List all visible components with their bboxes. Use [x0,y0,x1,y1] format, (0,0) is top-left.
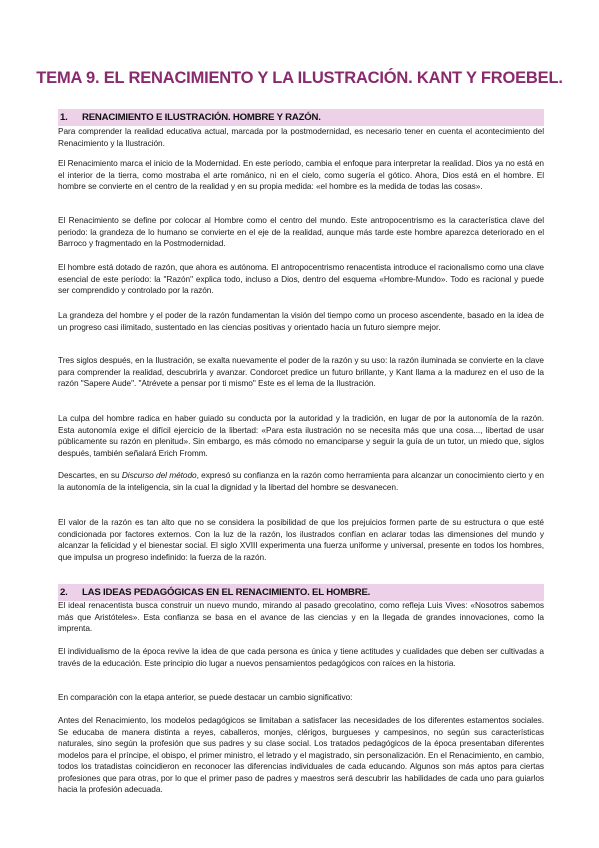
paragraph: El hombre está dotado de razón, que ahora es autónoma. El antropocentrismo renacentista introduce el racionalismo como una clave esencial de este período: la "Razón" explica todo, incluso a Dios, dentro del esquema «Hombre-Mundo». Todo es racional y puede ser comprendido y controlado por la razón. [58,262,544,295]
paragraph: Tres siglos después, en la Ilustración, se exalta nuevamente el poder de la razón y su uso: la razón iluminada se convierte en la clave para comprender la realidad, descubrirla y avanzar. Condorcet predice un futuro brillante, y Kant llama a la madurez en el uso de la razón "Sapere Aude". "Atrévete a pensar por ti mismo" Este es el lema de la Ilustración. [58,355,544,388]
descartes-text-after: , expresó su confianza en la razón como herramienta para alcanzar un conocimiento cierto y en la autonomía de la inteligencia, sin la cual la dignidad y la libertad del hombre se desvanecen. [58,470,544,492]
paragraph: Antes del Renacimiento, los modelos pedagógicos se limitaban a satisfacer las necesidades de los diferentes estamentos sociales. Se educaba de manera distinta a reyes, caballeros, monjes, clérigos, burgueses y campesinos, no según sus características naturales, sino según la profesión que sus padres y su clase social. Los tratados pedagógicos de la época presentaban diferentes modelos para el príncipe, el obispo, el primer ministro, el letrado y el magistrado, sin personalización. En el Renacimiento, en cambio, todos los tratadistas coincidieron en reconocer las diferencias individuales de cada educando. Algunos son más aptos para ciertas profesiones que para otras, por lo que el primer paso de padres y maestros será descubrir las habilidades de cada uno para guiarlos hacia la profesión adecuada. [58,715,544,794]
paragraph: El Renacimiento marca el inicio de la Modernidad. En este período, cambia el enfoque para interpretar la realidad. Dios ya no está en el interior de la tierra, como mostraba el arte románico, ni en el cielo, como sugería el gótico. Ahora, Dios está en el hombre. El hombre se convierte en el centro de la realidad y en su propia medida: «el hombre es la medida de todas las cosas». [58,158,544,191]
section-2-number: 2. [60,587,68,598]
paragraph: El ideal renacentista busca construir un nuevo mundo, mirando al pasado grecolatino, como refleja Luis Vives: «Nosotros sabemos más que Aristóteles». Esta confianza se basa en el avance de las ciencias y en la llegada de grandes innovaciones, como la imprenta. [58,600,544,633]
paragraph: La culpa del hombre radica en haber guiado su conducta por la autoridad y la tradición, en lugar de por la autonomía de la razón. Esta autonomía exige el difícil ejercicio de la libertad: «Para esta ilustración no se necesita más que una cosa..., libertad de usar públicamente su razón en plenitud». Sin embargo, es más cómodo no emanciparse y seguir la guía de un tutor, un miedo que, siglos después, también señalará Erich Fromm. [58,413,544,458]
descartes-text-before: Descartes, en su [58,470,122,480]
paragraph: El Renacimiento se define por colocar al Hombre como el centro del mundo. Este antropocentrismo es la característica clave del periodo: la grandeza de lo humano se convierte en el eje de la realidad, aunque más tarde este hombre aparezca deteriorado en el Barroco y fragmentado en la Postmodernidad. [58,215,544,248]
section-1-heading [58,109,544,126]
section-1-number: 1. [60,112,68,123]
paragraph: La grandeza del hombre y el poder de la razón fundamentan la visión del tiempo como un proceso ascendente, basado en la idea de un progreso casi ilimitado, sustentado en las ciencias positivas y orientado hacia un futuro siempre mejor. [58,310,544,332]
section-2-heading [58,584,544,601]
paragraph: Para comprender la realidad educativa actual, marcada por la postmodernidad, es necesario tener en cuenta el acontecimiento del Renacimiento y la Ilustración. [58,126,544,148]
paragraph: El individualismo de la época revive la idea de que cada persona es única y tiene actitudes y cualidades que deben ser cultivadas a través de la educación. Este principio dio lugar a nuevos pensamientos pedagógicos con raíces en la historia. [58,646,544,668]
section-1-heading-text: RENACIMIENTO E ILUSTRACIÓN. HOMBRE Y RAZÓN. [82,112,321,123]
paragraph: En comparación con la etapa anterior, se puede destacar un cambio significativo: [58,692,353,702]
book-title: Discurso del método [121,470,197,480]
descartes-paragraph [58,470,544,493]
document-title: TEMA 9. EL RENACIMIENTO Y LA ILUSTRACIÓN. KANT Y FROEBEL. [36,69,563,87]
paragraph: El valor de la razón es tan alto que no se considera la posibilidad de que los prejuicios formen parte de su estructura o que esté condicionada por factores externos. Con la luz de la razón, los ilustrados confían en aclarar todas las dimensiones del mundo y alcanzar la felicidad y el bienestar social. El siglo XVIII experimenta una fuerza uniforme y universal, presente en todos los hombres, que impulsa un progreso indefinido: la fuerza de la razón. [58,517,544,562]
section-2-heading-text: LAS IDEAS PEDAGÓGICAS EN EL RENACIMIENTO. EL HOMBRE. [82,587,371,598]
